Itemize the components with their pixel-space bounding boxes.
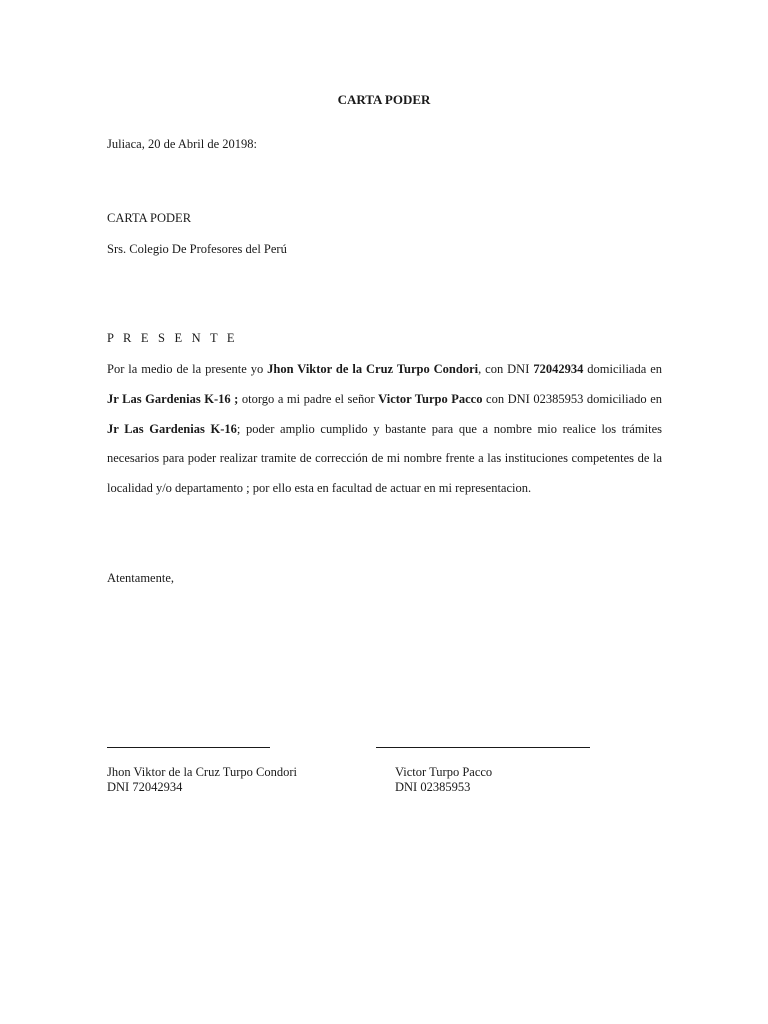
signature-block-grantor [107,765,297,795]
body-text-5: con DNI 02385953 domiciliado en [482,391,662,406]
signature-name: Jhon Viktor de la Cruz Turpo Condori [107,765,297,779]
signature-block-grantee [395,765,492,795]
grantor-name: Jhon Viktor de la Cruz Turpo Condori [267,362,479,376]
signature-name: Victor Turpo Pacco [395,765,493,779]
document-subheading: CARTA PODER [107,211,192,225]
closing-line: Atentamente, [107,571,174,585]
grantor-address: Jr Las Gardenias K-16 ; [107,391,239,406]
grantee-address: Jr Las Gardenias K-16 [107,421,237,436]
grantor-dni: 72042934 [533,362,584,376]
body-text-1: Por la medio de la presente yo [107,362,268,376]
document-title: CARTA PODER [337,92,431,107]
body-text-4: otorgo a mi padre el señor [238,391,379,406]
recipient-line: Srs. Colegio De Profesores del Perú [107,242,287,256]
letter-body [107,355,662,504]
body-text-3: domiciliada en [583,362,662,376]
signature-dni: DNI 72042934 [107,780,183,794]
body-text-6: ; poder amplio cumplido y bastante para que a nombre mio realice los trámites necesarios para poder realizar tramite de corrección de mi nombre frente a las instituciones competentes de la localidad y/o departamento ; por ello esta en facultad de actuar en mi representacion. [107,421,662,496]
signature-line-right [376,747,590,748]
presente-heading: P R E S E N T E [107,331,238,345]
signature-dni: DNI 02385953 [395,780,471,794]
date-line: Juliaca, 20 de Abril de 20198: [107,137,257,151]
grantee-name: Victor Turpo Pacco [378,391,483,406]
body-text-2: , con DNI [478,362,534,376]
signature-line-left [107,747,270,748]
